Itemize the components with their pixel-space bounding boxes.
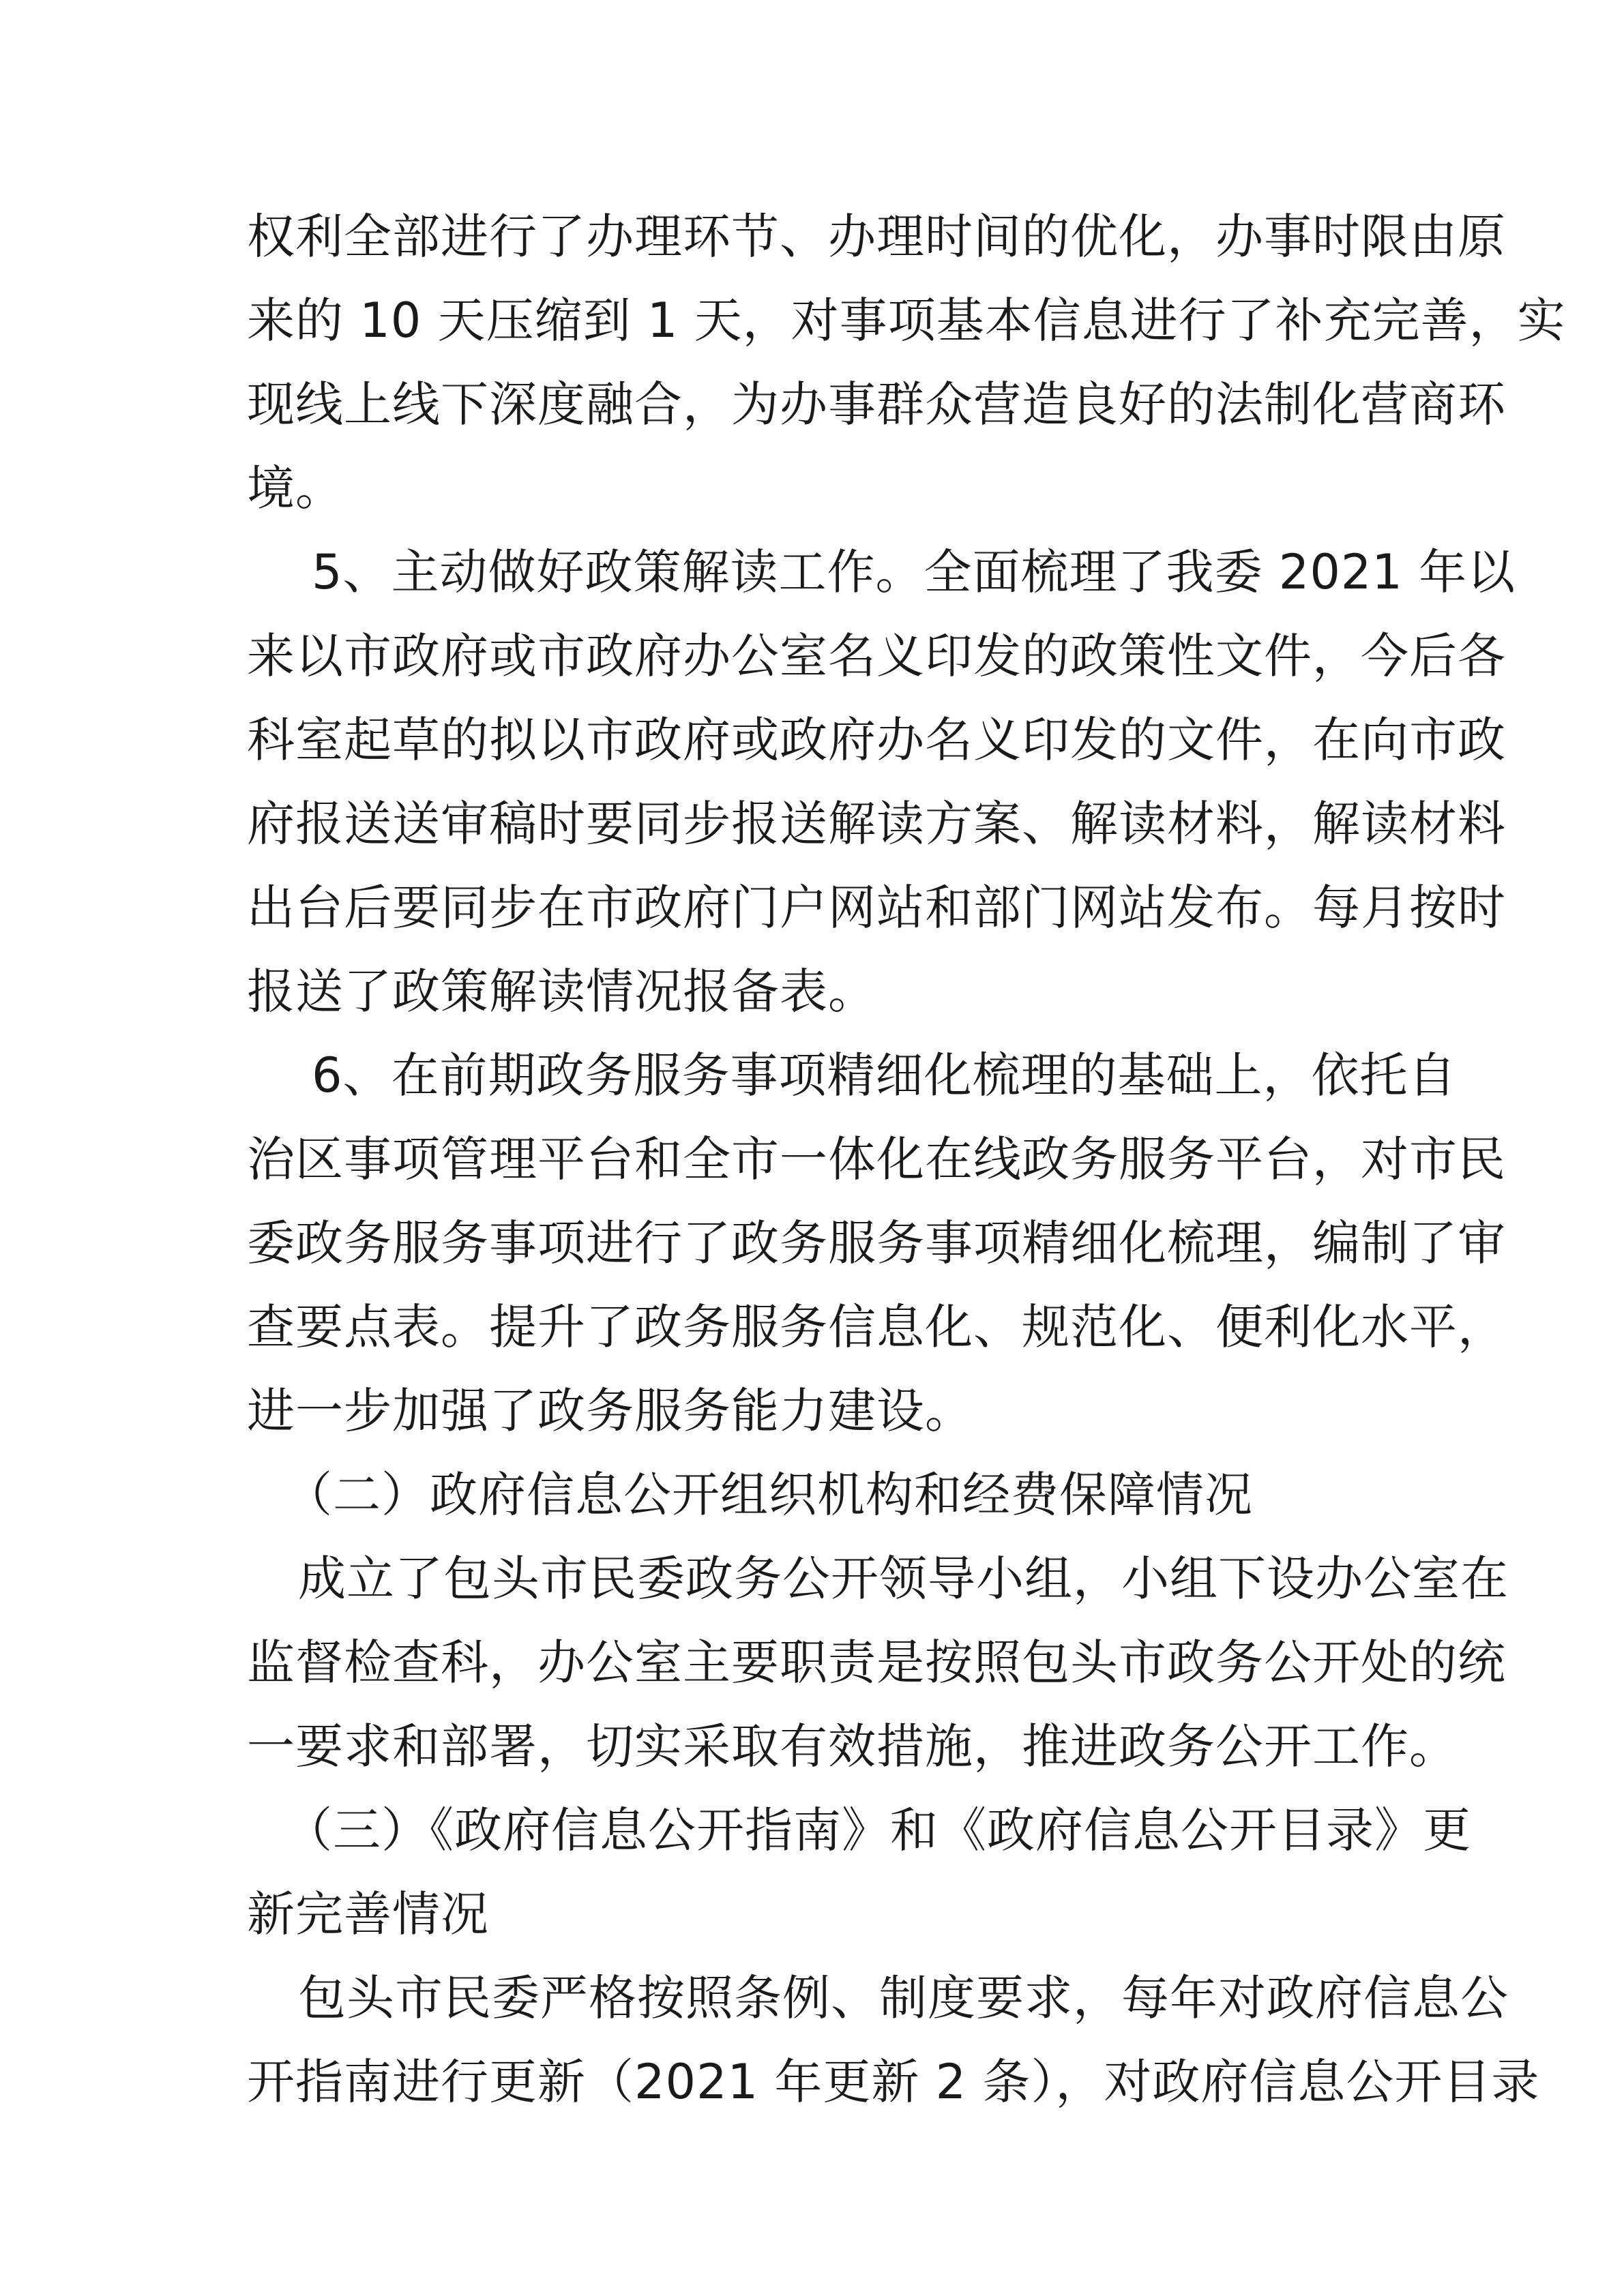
text-line: 来的 10 天压缩到 1 天，对事项基本信息进行了补充完善，实 [247, 293, 1566, 348]
text-line: 出台后要同步在市政府门户网站和部门网站发布。每月按时 [247, 880, 1506, 936]
text-line: 报送了政策解读情况报备表。 [247, 964, 876, 1019]
text-line: 监督检查科，办公室主要职责是按照包头市政务公开处的统 [247, 1635, 1506, 1690]
section-heading-continued: 新完善情况 [247, 1886, 489, 1942]
section-heading: （三）《政府信息公开指南》和《政府信息公开目录》更 [284, 1802, 1471, 1858]
text-line: 进一步加强了政务服务能力建设。 [247, 1383, 973, 1439]
section-heading: （二）政府信息公开组织机构和经费保障情况 [284, 1467, 1253, 1523]
paragraph-first-line: 成立了包头市民委政务公开领导小组，小组下设办公室在 [298, 1551, 1509, 1607]
document-body [247, 195, 1566, 2124]
text-line: 治区事项管理平台和全市一体化在线政务服务平台，对市民 [247, 1131, 1506, 1187]
text-line: 查要点表。提升了政务服务信息化、规范化、便利化水平， [247, 1299, 1506, 1355]
text-line: 权利全部进行了办理环节、办理时间的优化，办事时限由原 [247, 209, 1506, 265]
text-line: 境。 [247, 460, 344, 516]
text-line: 委政务服务事项进行了政务服务事项精细化梳理，编制了审 [247, 1215, 1506, 1271]
paragraph-first-line: 包头市民委严格按照条例、制度要求，每年对政府信息公 [298, 1970, 1509, 2026]
text-line: 一要求和部署，切实采取有效措施，推进政务公开工作。 [247, 1718, 1458, 1774]
text-line: 府报送送审稿时要同步报送解读方案、解读材料，解读材料 [247, 796, 1506, 852]
paragraph-heading-line: 6、在前期政务服务事项精细化梳理的基础上，依托自 [312, 1047, 1457, 1103]
paragraph-heading-line: 5、主动做好政策解读工作。全面梳理了我委 2021 年以 [312, 544, 1516, 600]
text-line: 科室起草的拟以市政府或政府办名义印发的文件，在向市政 [247, 712, 1506, 768]
text-line: 开指南进行更新（2021 年更新 2 条），对政府信息公开目录 [247, 2054, 1540, 2110]
text-line: 来以市政府或市政府办公室名义印发的政策性文件，今后各 [247, 628, 1506, 684]
text-line: 现线上线下深度融合，为办事群众营造良好的法制化营商环 [247, 376, 1506, 432]
